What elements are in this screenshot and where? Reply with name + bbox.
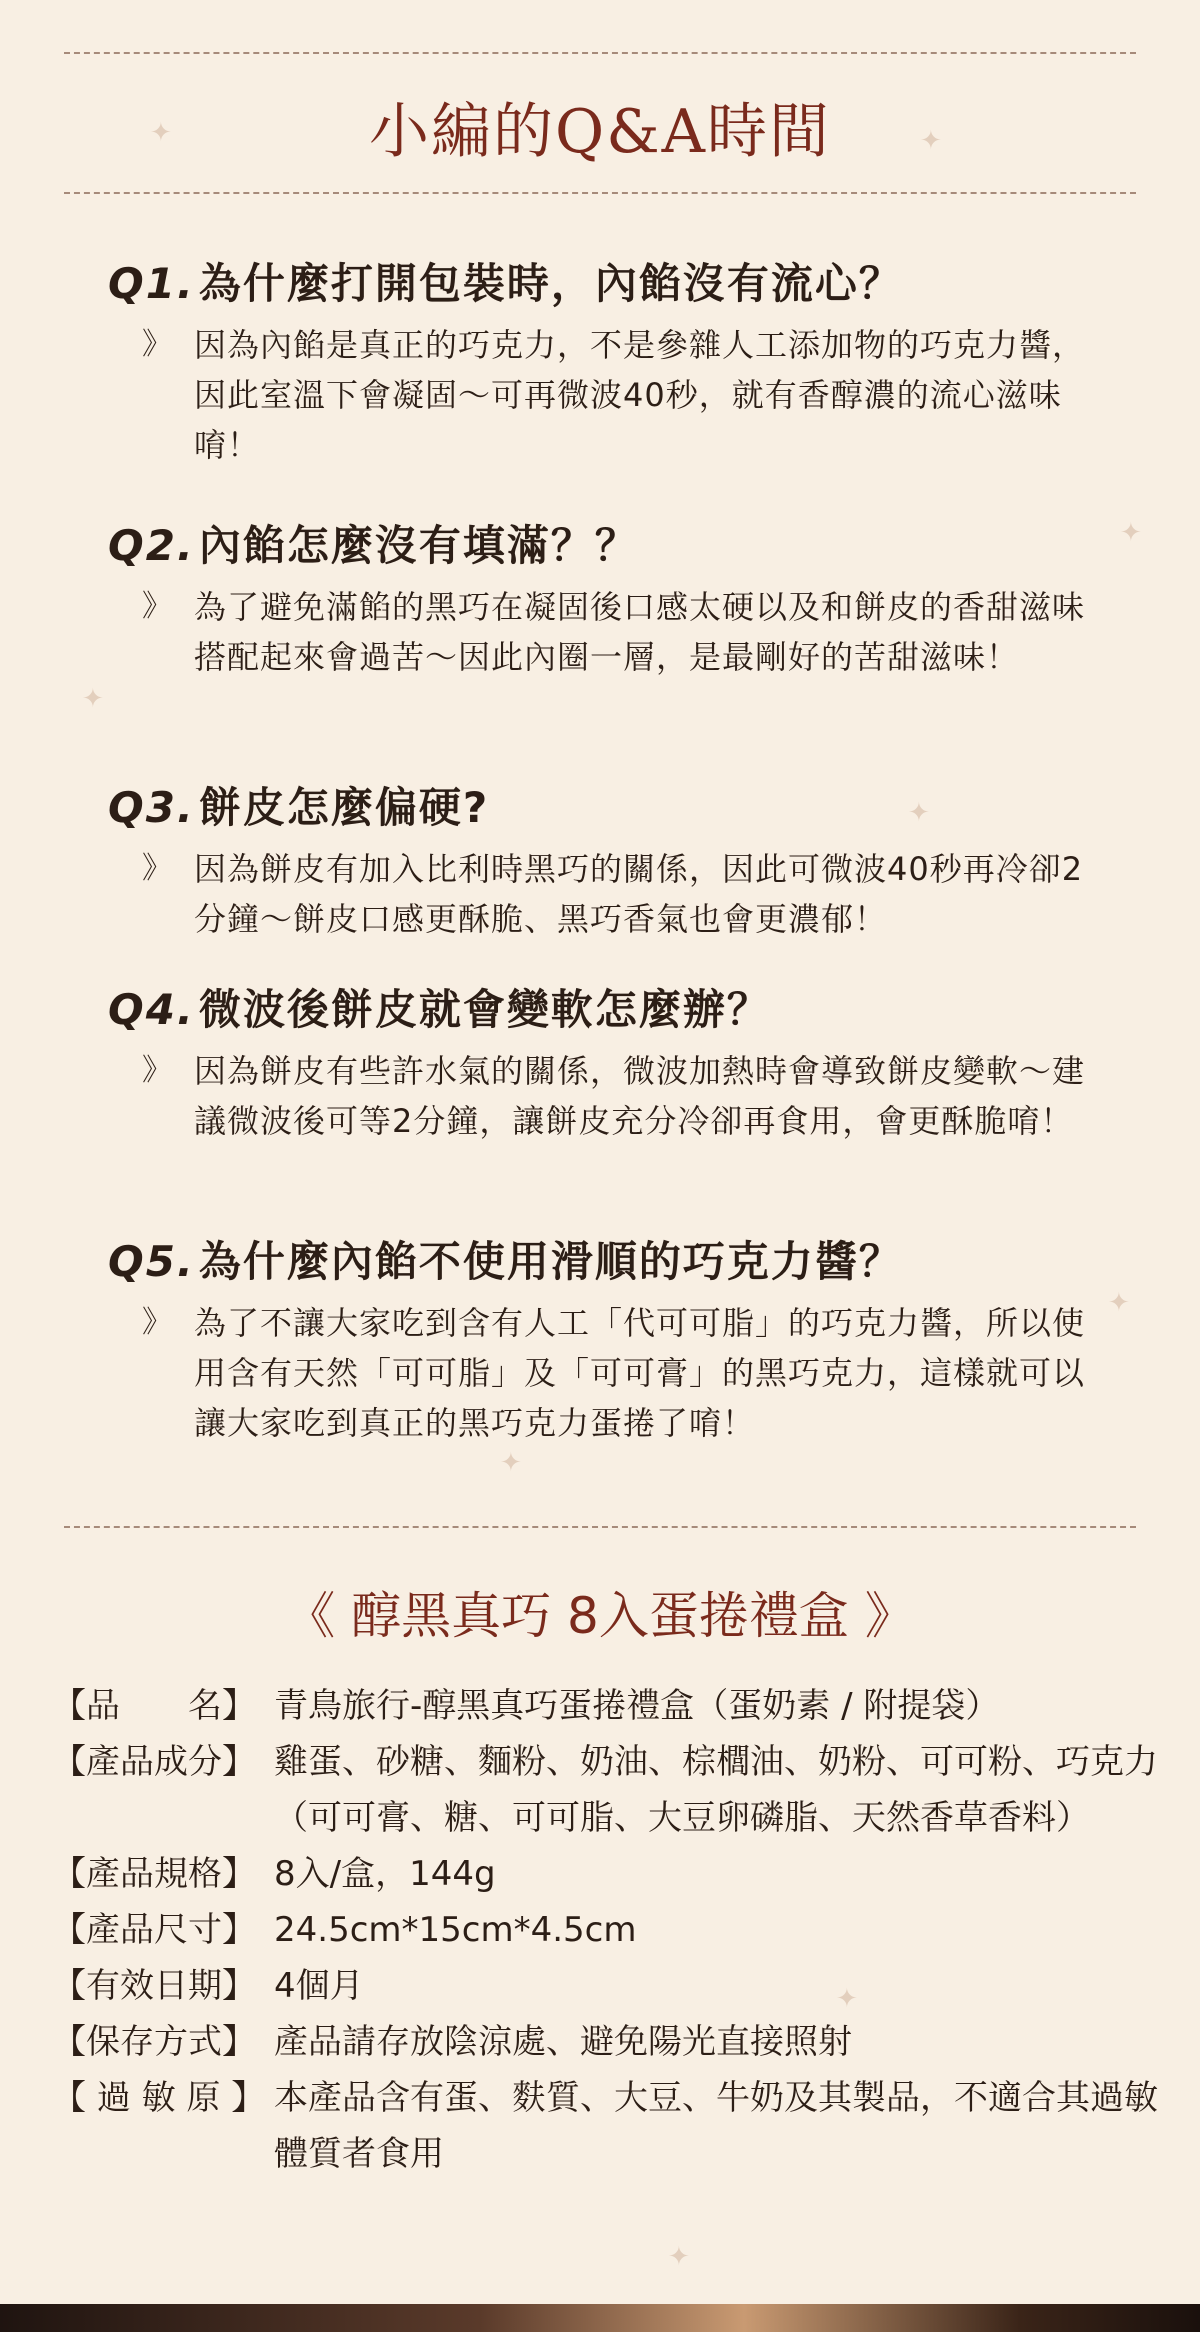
- answer-text: 為了不讓大家吃到含有人工「代可可脂」的巧克力醬，所以使用含有天然「可可脂」及「可可膏」的黑巧克力，這樣就可以讓大家吃到真正的黑巧克力蛋捲了唷！: [194, 1304, 1086, 1442]
- product-info-list: [52, 1678, 1162, 2182]
- info-value: 24.5cm*15cm*4.5cm: [274, 1910, 637, 1950]
- question-number: Q4.: [108, 985, 195, 1034]
- bottom-decorative-bar: [0, 2304, 1200, 2332]
- product-section-title: 《 醇黑真巧 8入蛋捲禮盒 》: [285, 1587, 915, 1645]
- qa-item-3: [108, 780, 1118, 944]
- info-value: 雞蛋、砂糖、麵粉、奶油、棕櫚油、奶粉、可可粉、巧克力（可可膏、糖、可可脂、大豆卵磷脂、天然香草香料）: [274, 1742, 1158, 1838]
- info-label: 【品 名】: [52, 1686, 256, 1726]
- bullet-icon: 》: [142, 1053, 172, 1088]
- qa-section-title: 小編的Q&A時間: [369, 97, 831, 167]
- info-value: 本產品含有蛋、麩質、大豆、牛奶及其製品，不適合其過敏體質者食用: [274, 2078, 1158, 2174]
- info-label: 【產品尺寸】: [52, 1910, 256, 1950]
- star-icon: ✦: [82, 684, 104, 714]
- bullet-icon: 》: [142, 589, 172, 624]
- info-value: 4個月: [274, 1966, 364, 2006]
- info-value: 8入/盒，144g: [274, 1854, 496, 1894]
- answer: [108, 1046, 1118, 1146]
- answer-text: 因為餅皮有加入比利時黑巧的關係，因此可微波40秒再冷卻2分鐘～餅皮口感更酥脆、黑巧香氣也會更濃郁！: [194, 850, 1084, 938]
- info-label: 【產品規格】: [52, 1854, 256, 1894]
- answer-text: 因為內餡是真正的巧克力，不是參雜人工添加物的巧克力醬，因此室溫下會凝固～可再微波40秒，就有香醇濃的流心滋味唷！: [194, 326, 1086, 464]
- question-text: 為什麼內餡不使用滑順的巧克力醬？: [198, 1237, 903, 1286]
- star-icon: ✦: [1120, 518, 1142, 548]
- question: [108, 518, 1118, 574]
- qa-item-2: [108, 518, 1118, 682]
- qa-item-1: [108, 256, 1118, 470]
- qa-item-5: [108, 1234, 1118, 1448]
- answer: [108, 844, 1118, 944]
- bullet-icon: 》: [142, 1305, 172, 1340]
- info-row-expiry: [52, 1958, 1162, 2014]
- question-number: Q3.: [108, 783, 195, 832]
- divider-under-title: [64, 192, 1136, 194]
- info-label: 【有效日期】: [52, 1966, 256, 2006]
- question-number: Q2.: [108, 521, 195, 570]
- star-icon: ✦: [500, 1448, 522, 1478]
- info-row-allergen: [52, 2070, 1162, 2182]
- info-value: 產品請存放陰涼處、避免陽光直接照射: [274, 2022, 852, 2062]
- star-icon: ✦: [1108, 1288, 1130, 1318]
- star-icon: ✦: [836, 1984, 858, 2014]
- question-text: 為什麼打開包裝時，內餡沒有流心？: [198, 259, 903, 308]
- info-row-storage: [52, 2014, 1162, 2070]
- answer-text: 因為餅皮有些許水氣的關係，微波加熱時會導致餅皮變軟～建議微波後可等2分鐘，讓餅皮充分冷卻再食用，會更酥脆唷！: [194, 1052, 1086, 1140]
- question: [108, 780, 1118, 836]
- star-icon: ✦: [150, 118, 172, 148]
- answer: [108, 1298, 1118, 1448]
- question-number: Q1.: [108, 259, 195, 308]
- qa-item-4: [108, 982, 1118, 1146]
- star-icon: ✦: [908, 798, 930, 828]
- info-row-ingredients: [52, 1734, 1162, 1846]
- question-text: 內餡怎麼沒有填滿？？: [198, 521, 639, 570]
- question-text: 微波後餅皮就會變軟怎麼辦？: [198, 985, 771, 1034]
- bullet-icon: 》: [142, 851, 172, 886]
- question: [108, 256, 1118, 312]
- bullet-icon: 》: [142, 327, 172, 362]
- question-text: 餅皮怎麼偏硬?: [198, 783, 490, 832]
- info-label: 【產品成分】: [52, 1742, 256, 1782]
- answer-text: 為了避免滿餡的黑巧在凝固後口感太硬以及和餅皮的香甜滋味搭配起來會過苦～因此內圈一層，是最剛好的苦甜滋味！: [194, 588, 1086, 676]
- answer: [108, 582, 1118, 682]
- info-row-name: [52, 1678, 1162, 1734]
- answer: [108, 320, 1118, 470]
- info-value: 青鳥旅行-醇黑真巧蛋捲禮盒（蛋奶素 / 附提袋）: [274, 1686, 1000, 1726]
- star-icon: ✦: [920, 126, 942, 156]
- divider-product: [64, 1526, 1136, 1528]
- info-label: 【保存方式】: [52, 2022, 256, 2062]
- info-label: 【 過 敏 原 】: [52, 2078, 266, 2118]
- info-row-spec: [52, 1846, 1162, 1902]
- question: [108, 1234, 1118, 1290]
- question: [108, 982, 1118, 1038]
- info-row-size: [52, 1902, 1162, 1958]
- question-number: Q5.: [108, 1237, 195, 1286]
- star-icon: ✦: [668, 2242, 690, 2272]
- divider-top: [64, 52, 1136, 54]
